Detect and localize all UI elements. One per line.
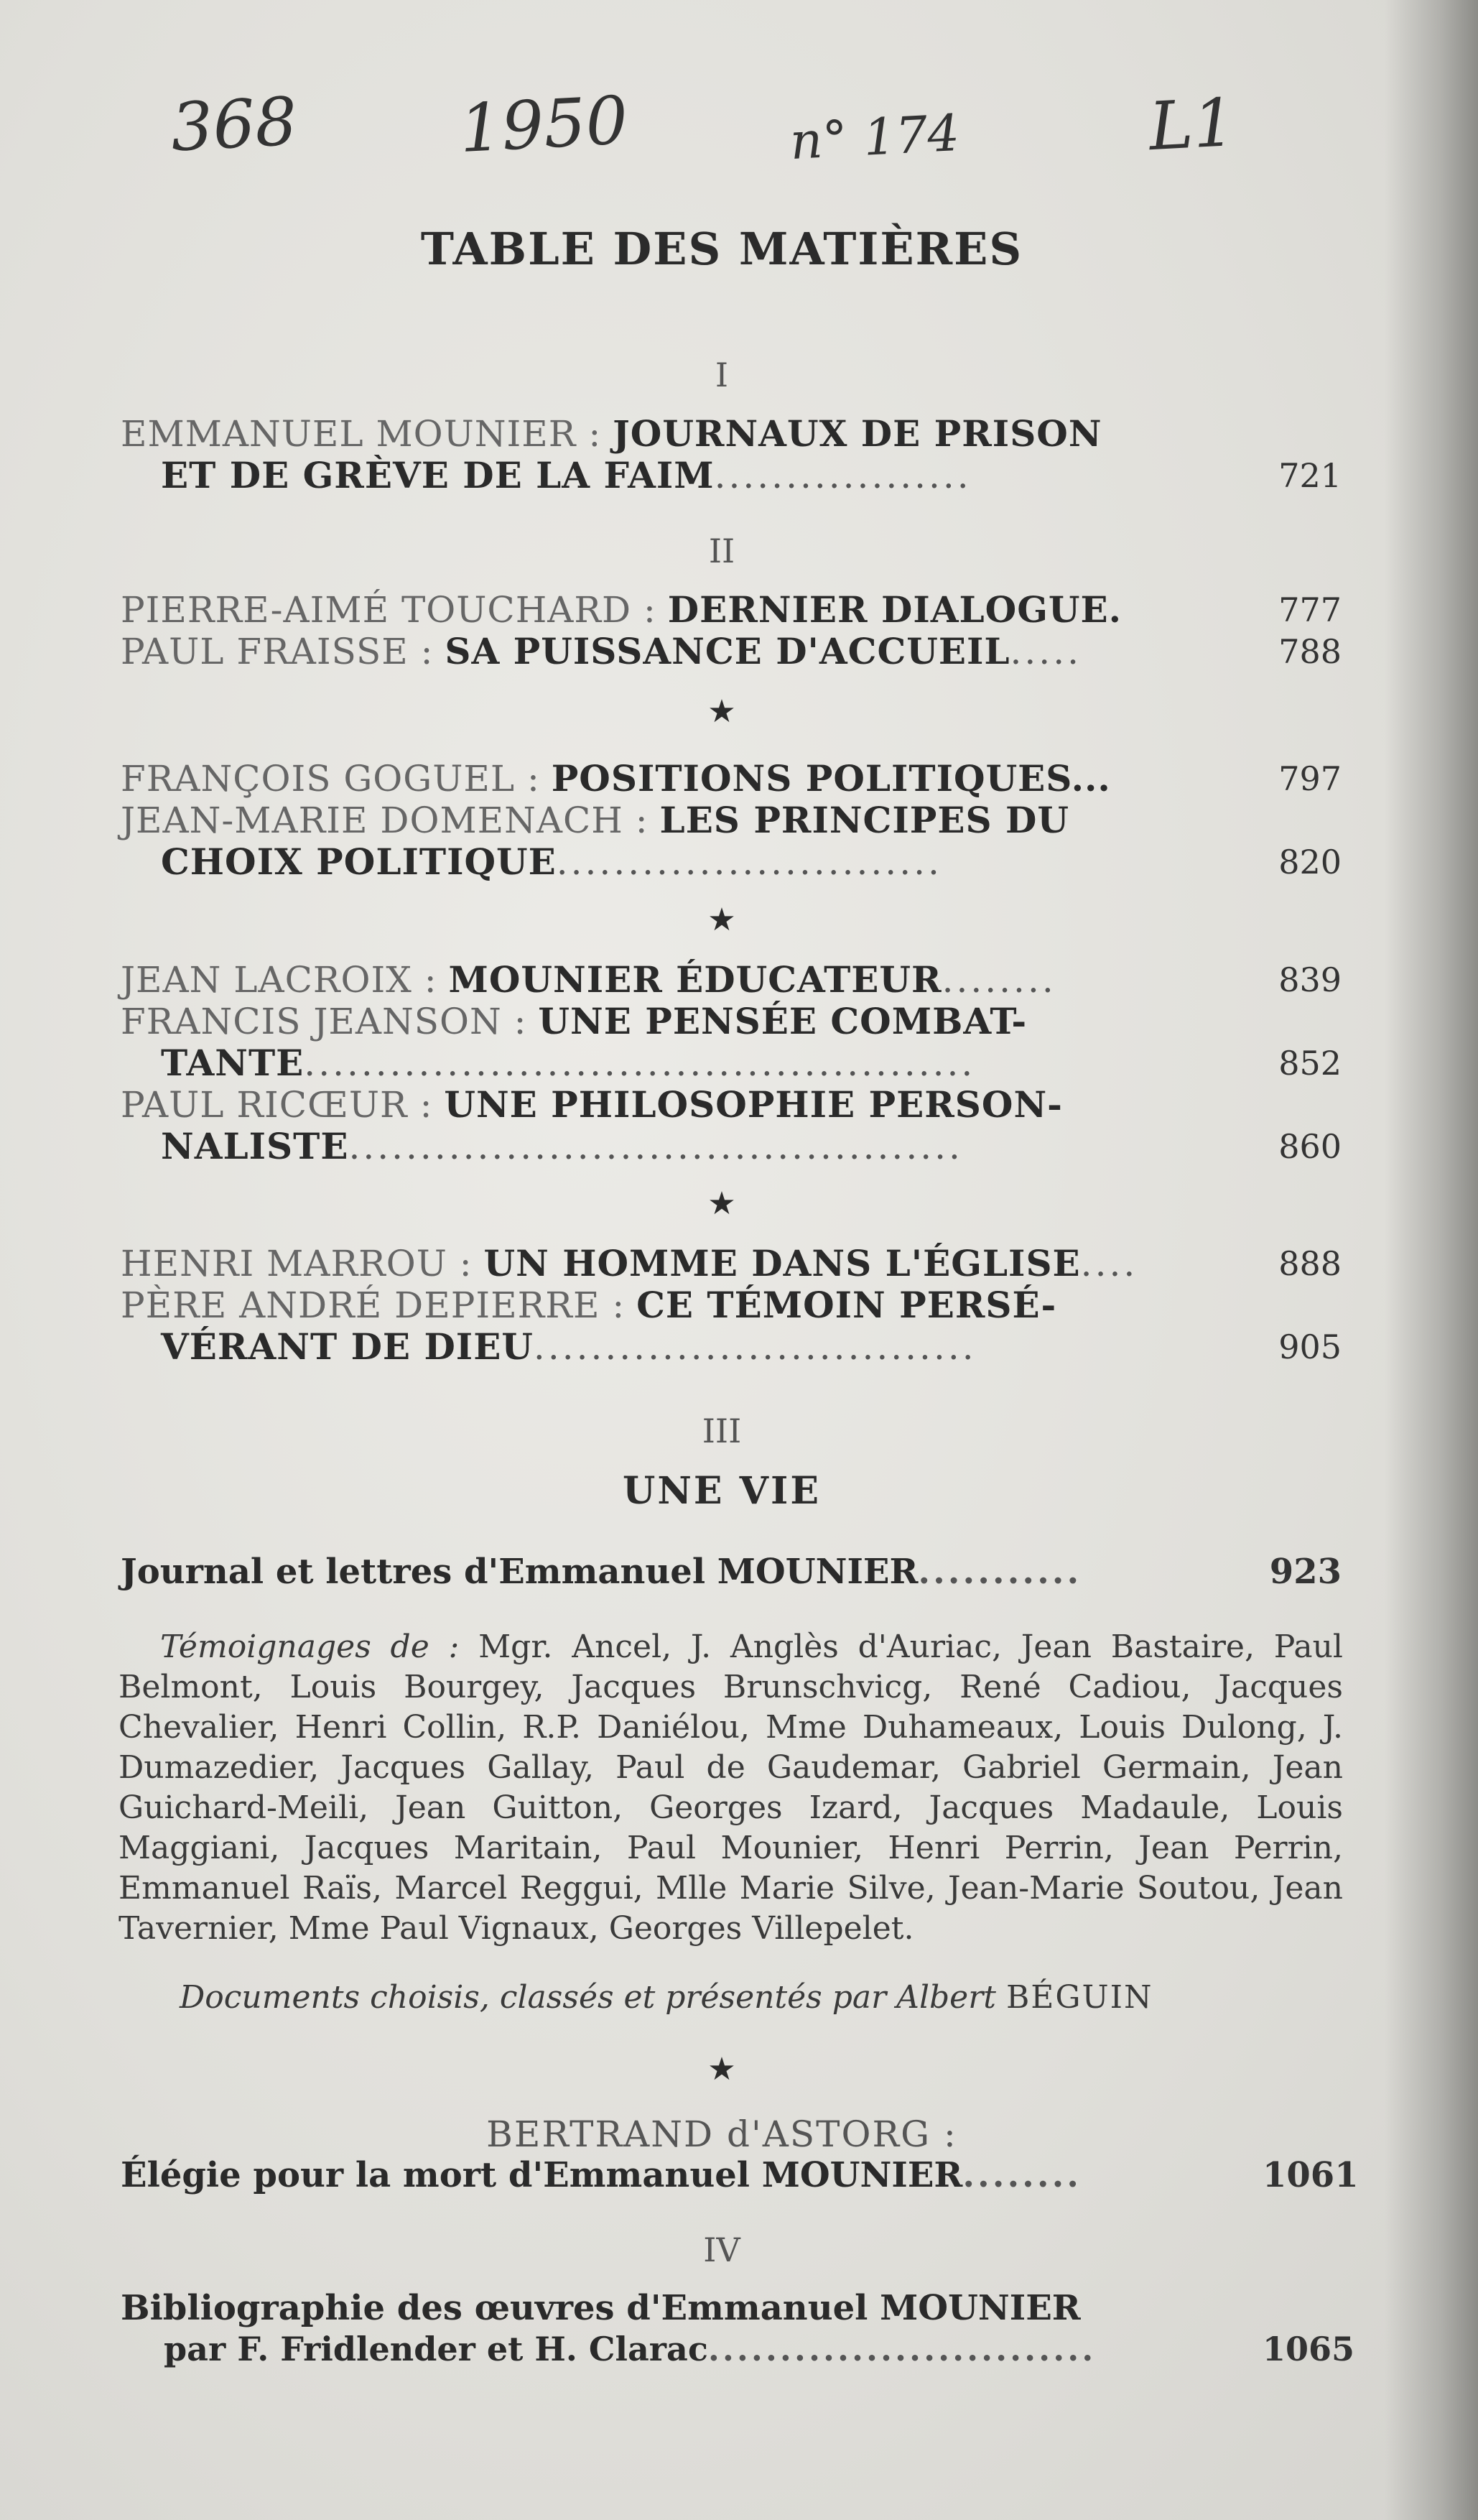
entry-page: 888: [1278, 1244, 1342, 1283]
entry-page: 1065: [1263, 2330, 1355, 2368]
toc-entry-bibliographie: [121, 2288, 1342, 2330]
temoignages-label: Témoignages de :: [160, 1629, 460, 1665]
entry-page: 788: [1278, 632, 1342, 671]
section-number-3: III: [702, 1412, 742, 1450]
editor-credit: [180, 1979, 1343, 2016]
entry-title-cont: TANTE: [161, 1042, 305, 1084]
toc-entry: [121, 1284, 1342, 1368]
entry-page: 797: [1278, 759, 1342, 798]
star-separator: ★: [707, 902, 736, 938]
toc-entry: [121, 1084, 1342, 1167]
entry-author: FRANCIS JEANSON :: [121, 1001, 527, 1042]
toc-entry: [121, 800, 1342, 883]
entry-title: MOUNIER ÉDUCATEUR: [448, 958, 942, 1001]
handwritten-mark: L1: [1147, 83, 1237, 166]
entry-title: SA PUISSANCE D'ACCUEIL: [445, 630, 1010, 672]
entry-title-cont: ET DE GRÈVE DE LA FAIM: [161, 454, 715, 496]
entry-title: Journal et lettres d'Emmanuel MOUNIER: [121, 1552, 919, 1592]
entry-author: PÈRE ANDRÉ DEPIERRE :: [121, 1284, 626, 1326]
entry-title-cont: VÉRANT DE DIEU: [161, 1325, 534, 1368]
entry-title: LES PRINCIPES DU: [659, 799, 1069, 841]
entry-title: UNE PENSÉE COMBAT-: [538, 1000, 1028, 1042]
entry-page: 860: [1278, 1127, 1342, 1166]
toc-entry: [121, 413, 1342, 496]
entry-title: CE TÉMOIN PERSÉ-: [636, 1284, 1057, 1326]
entry-title-cont: NALISTE: [161, 1125, 349, 1167]
leader-dots: ...............................: [533, 1326, 977, 1368]
leader-dots: ...........................: [556, 841, 942, 883]
entry-page: 777: [1278, 590, 1342, 629]
entry-page: 923: [1269, 1552, 1342, 1592]
entry-title: Bibliographie des œuvres d'Emmanuel MOUNIER: [121, 2288, 1081, 2328]
entry-author-bertrand: BERTRAND d'ASTORG :: [486, 2113, 957, 2155]
toc-entry: [121, 758, 1342, 800]
section-number-2: II: [708, 532, 735, 570]
entry-page: 839: [1278, 960, 1342, 999]
toc-entry: [121, 959, 1342, 1001]
leader-dots: ........: [942, 959, 1056, 1001]
section-number-4: IV: [703, 2231, 740, 2269]
page-title: TABLE DES MATIÈRES: [420, 223, 1023, 275]
toc-entry: [121, 1243, 1342, 1284]
leader-dots: ....: [1080, 1243, 1138, 1284]
star-separator: ★: [707, 693, 736, 730]
leader-dots: ...........................: [707, 2330, 1097, 2368]
section-number-1: I: [715, 356, 729, 394]
leader-dots: .....: [1010, 631, 1082, 672]
entry-author: JEAN LACROIX :: [121, 959, 437, 1001]
toc-entry: [121, 631, 1342, 672]
entry-title: UNE PHILOSOPHIE PERSON-: [444, 1083, 1063, 1126]
leader-dots: ...............................................: [304, 1042, 976, 1084]
leader-dots: ...........................................: [348, 1126, 963, 1167]
star-separator: ★: [707, 2051, 736, 2088]
entry-page: 1061: [1263, 2155, 1359, 2195]
entry-title: UN HOMME DANS L'ÉGLISE: [483, 1242, 1081, 1284]
entry-author: FRANÇOIS GOGUEL :: [121, 758, 540, 800]
entry-page: 721: [1278, 456, 1342, 495]
entry-subtitle: par F. Fridlender et H. Clarac: [164, 2330, 708, 2368]
credit-text: Documents choisis, classés et présentés par Albert: [180, 1979, 996, 2016]
section-subtitle: UNE VIE: [623, 1469, 821, 1513]
entry-author: EMMANUEL MOUNIER :: [121, 413, 602, 455]
entry-author: PIERRE-AIMÉ TOUCHARD :: [121, 589, 656, 631]
entry-title: POSITIONS POLITIQUES...: [551, 757, 1111, 800]
handwritten-year: 1950: [457, 81, 630, 168]
handwritten-issue: n° 174: [789, 103, 961, 172]
toc-entry-elegie: [121, 2155, 1359, 2197]
toc-entry: [121, 1001, 1342, 1084]
leader-dots: ..................: [714, 455, 972, 496]
entry-author: PAUL FRAISSE :: [121, 631, 434, 672]
toc-entry: [121, 589, 1342, 631]
entry-page: 852: [1278, 1044, 1342, 1083]
entry-page: 905: [1278, 1328, 1342, 1366]
entry-author: HENRI MARROU :: [121, 1243, 473, 1284]
entry-title-cont: CHOIX POLITIQUE: [161, 840, 557, 883]
temoignages-list: Mgr. Ancel, J. Anglès d'Auriac, Jean Bastaire, Paul Belmont, Louis Bourgey, Jacques Brunschvicg, René Cadiou, Jacques Chevalier, Henri Collin, R.P. Daniélou, Mme Duhameaux, Louis Dulong, J. Dumazedier, Jacques Gallay, Paul de Gaudemar, Gabriel Germain, Jean Guichard-Meili, Jean Guitton, Georges Izard, Jacques Madaule, Louis Maggiani, Jacques Maritain, Paul Mounier, Henri Perrin, Jean Perrin, Emmanuel Raïs, Marcel Reggui, Mlle Marie Silve, Jean-Marie Soutou, Jean Tavernier, Mme Paul Vignaux, Georges Villepelet.: [118, 1629, 1343, 1947]
entry-title: Élégie pour la mort d'Emmanuel MOUNIER: [121, 2155, 963, 2195]
leader-dots: ........: [962, 2155, 1082, 2195]
leader-dots: ...........: [918, 1552, 1082, 1592]
handwritten-number: 368: [169, 83, 299, 167]
entry-title: DERNIER DIALOGUE.: [667, 588, 1123, 631]
entry-title: JOURNAUX DE PRISON: [613, 412, 1102, 455]
entry-author: JEAN-MARIE DOMENACH :: [121, 800, 649, 841]
star-separator: ★: [707, 1185, 736, 1222]
credit-name: BÉGUIN: [1005, 1979, 1153, 2016]
entry-page: 820: [1278, 843, 1342, 881]
toc-entry-journal: [121, 1552, 1342, 1593]
entry-author: PAUL RICŒUR :: [121, 1084, 433, 1126]
temoignages-paragraph: [118, 1627, 1343, 1949]
toc-entry-bibliographie-cont: [164, 2330, 1355, 2371]
